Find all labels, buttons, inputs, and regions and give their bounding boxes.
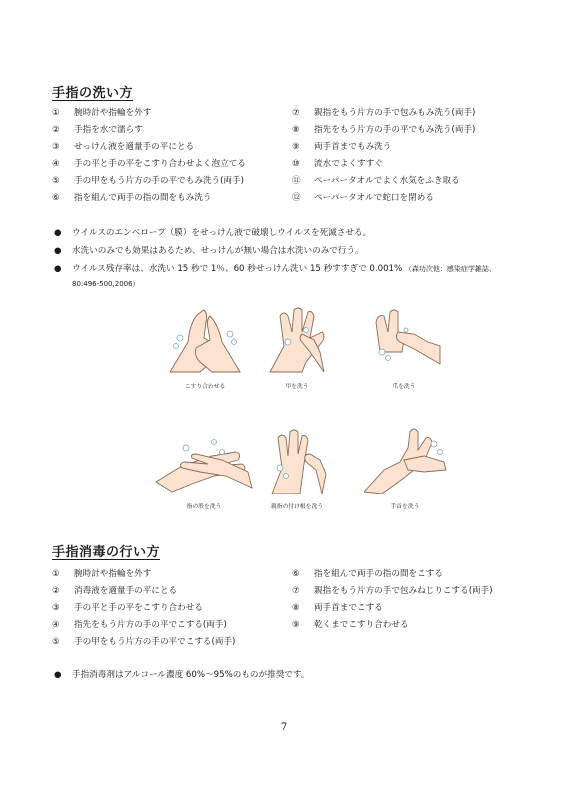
handwash-step: ① 腕時計や指輪を外す — [52, 108, 152, 118]
disinfect-title: 手指消毒の行い方 — [52, 545, 161, 560]
handwash-step: ⑤ 手の甲をもう片方の手の平でもみ洗う(両手) — [52, 176, 244, 186]
disinfect-step: ③ 手の平と手の平をこすり合わせる — [52, 603, 203, 613]
page-number: 7 — [280, 722, 288, 733]
handwash-step: ③ せっけん液を適量手の平にとる — [52, 142, 195, 152]
thumb-base-illustration — [266, 424, 328, 494]
caption-wrist: 手首を洗う — [390, 504, 420, 510]
nails-washing-illustration — [366, 302, 442, 374]
disinfect-step: ⑦ 親指をもう片方の手で包みねじりこする(両手) — [292, 586, 493, 596]
handwash-step: ⑩ 流水でよくすすぐ — [292, 159, 383, 169]
disinfect-notes — [52, 668, 522, 683]
handwash-step: ② 手指を水で濡らす — [52, 125, 143, 135]
handwash-notes — [52, 226, 522, 292]
handwash-step: ⑪ ペーパータオルでよく水気をふき取る — [292, 176, 460, 186]
disinfect-step: ① 腕時計や指輪を外す — [52, 569, 152, 579]
disinfect-step: ② 消毒液を適量手の平にとる — [52, 586, 178, 596]
disinfect-step: ⑨ 乾くまでこすり合わせる — [292, 620, 409, 630]
note-item: ● ウイルスのエンベロープ（膜）をせっけん液で破壊しウイルスを死滅させる。 — [54, 228, 372, 238]
caption-back-of-hand: 甲を洗う — [285, 384, 309, 390]
caption-thumb-base: 親指の付け根を洗う — [270, 504, 324, 510]
between-fingers-illustration — [152, 428, 256, 494]
disinfect-step: ④ 指先をもう片方の手の平でこする(両手) — [52, 620, 227, 630]
handwash-step: ⑫ ペーパータオルで蛇口を閉める — [292, 193, 434, 203]
hands-rubbing-palms-illustration — [160, 302, 250, 374]
disinfect-step: ⑥ 指を組んで両手の指の間をこする — [292, 569, 443, 579]
disinfect-step: ⑤ 手の甲をもう片方の手の平でこする(両手) — [52, 637, 236, 647]
caption-rub-palms: こすり合わせる — [184, 384, 226, 390]
handwash-step: ⑦ 親指をもう片方の手で包みもみ洗う(両手) — [292, 108, 476, 118]
handwash-title: 手指の洗い方 — [52, 86, 134, 101]
citation: （森功次他：感染症学雑誌、80:496-500,2006） — [72, 265, 496, 288]
note-item: ● 手指消毒剤はアルコール濃度 60%～95%のものが推奨です。 — [54, 670, 310, 680]
handwash-step: ④ 手の平と手の平をこすり合わせよく泡立てる — [52, 159, 246, 169]
caption-nails: 爪を洗う — [392, 384, 416, 390]
wrist-washing-illustration — [364, 422, 448, 494]
hands-back-washing-illustration — [262, 302, 332, 374]
handwash-step: ⑨ 両手首までもみ洗う — [292, 142, 392, 152]
note-item: ● 水洗いのみでも効果はあるため、せっけんが無い場合は水洗いのみで行う。 — [54, 246, 364, 256]
handwash-step: ⑧ 指先をもう片方の手の平でもみ洗う(両手) — [292, 125, 476, 135]
handwash-step: ⑥ 指を組んで両手の指の間をもみ洗う — [52, 193, 212, 203]
disinfect-step: ⑧ 両手首までこする — [292, 603, 383, 613]
note-item: ● ウイルス残存率は、水洗い 15 秒で 1％、60 秒せっけん洗い 15 秒すすぎで 0.001% （森功次他：感染症学雑誌、80:496-500,2006） — [54, 264, 496, 288]
caption-between-fingers: 指の股を洗う — [186, 504, 222, 510]
